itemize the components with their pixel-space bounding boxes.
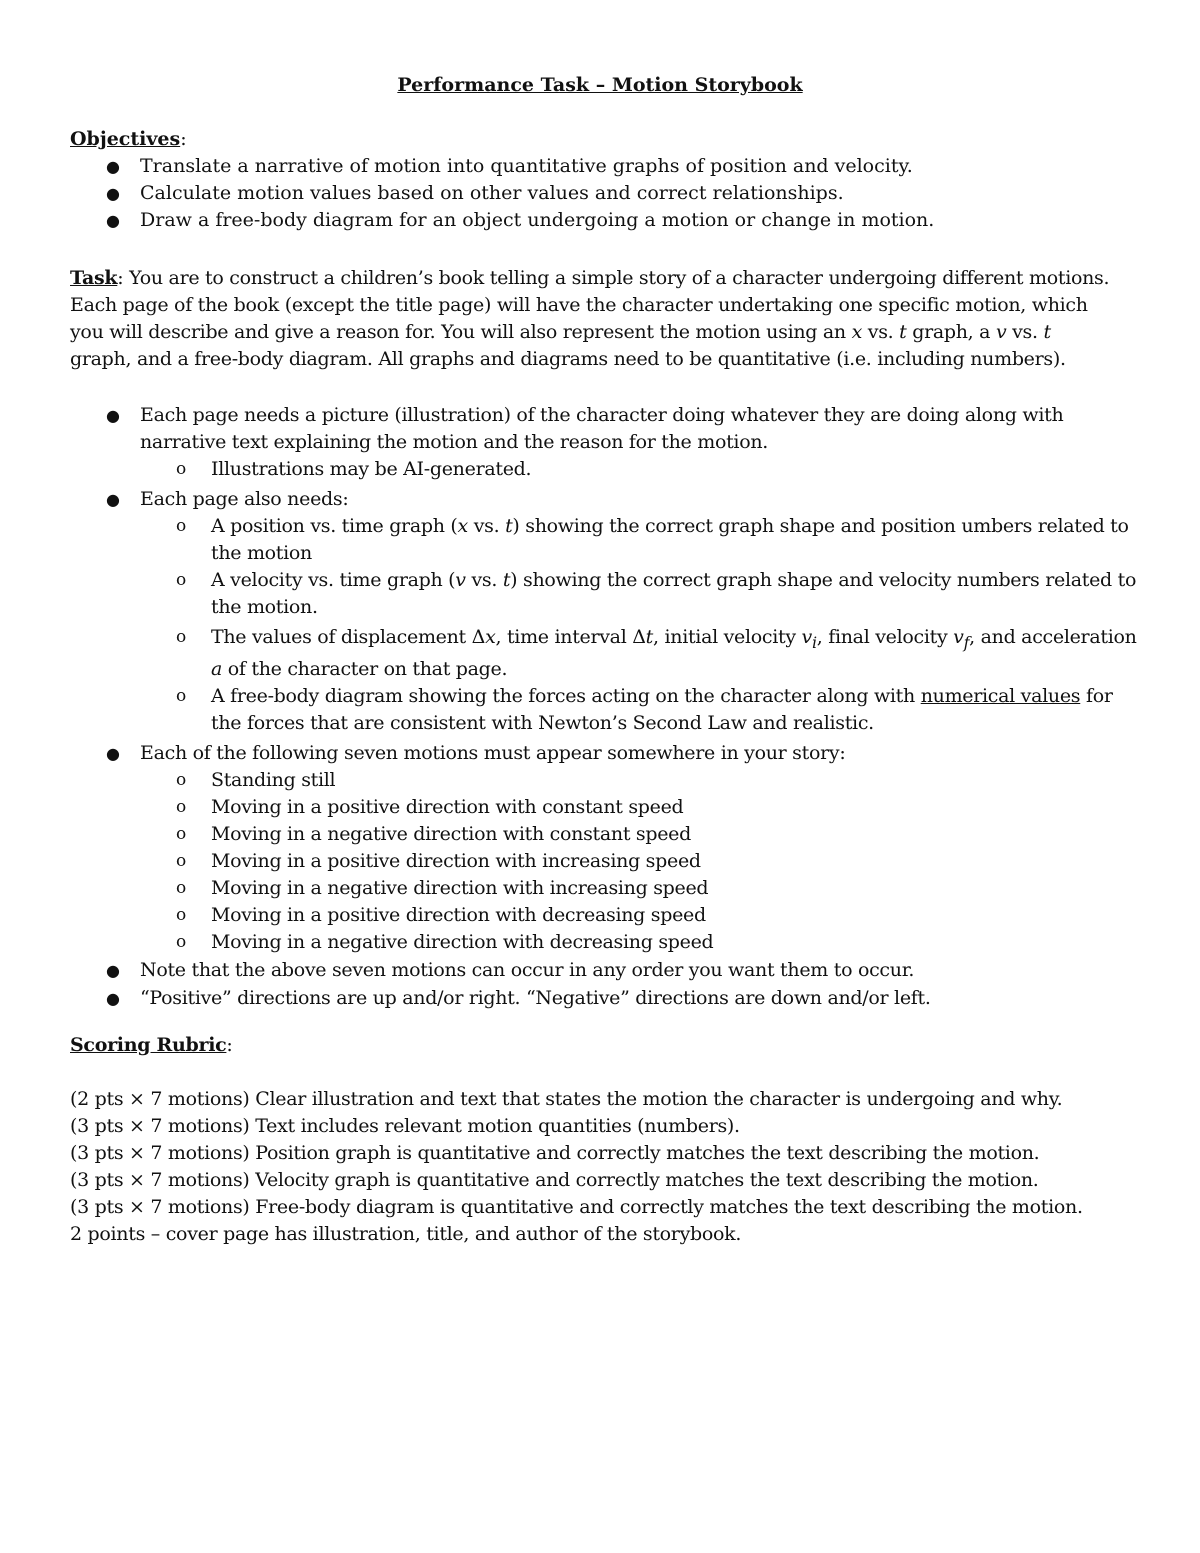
var-x: x [485, 626, 496, 648]
sub-list [140, 456, 1140, 483]
requirement-text: Each of the following seven motions must appear somewhere in your story: [140, 741, 846, 764]
rubric-item: 2 points – cover page has illustration, title, and author of the storybook. [70, 1223, 742, 1245]
rubric-heading: Scoring Rubric [70, 1034, 227, 1056]
requirement-text: “Positive” directions are up and/or right. “Negative” directions are down and/or left. [140, 986, 931, 1009]
sub-bullet-icon: o [176, 459, 186, 479]
requirement-text: , initial velocity [653, 626, 802, 648]
var-x: x [851, 321, 863, 343]
motion-text: Moving in a negative direction with increasing speed [211, 876, 709, 899]
var-t: t [505, 515, 513, 537]
list-item [70, 402, 1140, 483]
motion-item [70, 767, 1140, 794]
sub-bullet-icon: o [176, 904, 186, 925]
objectives-list [70, 153, 1140, 234]
task-text: you will describe and give a reason for. You will also represent the motion using an [70, 321, 852, 343]
motion-item [70, 794, 1140, 821]
requirement-text: Each page also needs: [140, 488, 349, 510]
var-x: x [457, 515, 468, 537]
var-v: v [455, 569, 466, 591]
task-text: vs. [1006, 321, 1044, 343]
motion-item [70, 821, 1140, 848]
requirement-text: The values of displacement Δ [211, 626, 486, 648]
sub-list-item [70, 513, 1140, 567]
rubric-item: (3 pts × 7 motions) Text includes relevant motion quantities (numbers). [70, 1115, 740, 1137]
subscript-f: f [963, 632, 970, 652]
objective-text: Translate a narrative of motion into quantitative graphs of position and velocity. [140, 155, 913, 177]
requirement-text: Illustrations may be AI-generated. [211, 458, 532, 480]
motion-item [70, 902, 1140, 929]
bullet-icon: ● [106, 184, 120, 203]
sub-list-item [70, 683, 1140, 737]
sub-bullet-icon: o [176, 823, 186, 844]
rubric-list [70, 1086, 1140, 1248]
task-line [70, 319, 1140, 346]
requirement-text: Each page needs a picture (illustration) of the character doing whatever they are doing along with narrative text explaining the motion and the reason for the motion. [140, 404, 1064, 453]
rubric-section [70, 1032, 1140, 1059]
motion-text: Standing still [211, 768, 336, 791]
requirement-text: Note that the above seven motions can occur in any order you want them to occur. [140, 958, 915, 981]
requirement-text: vs. [467, 515, 506, 537]
list-item [70, 153, 1140, 180]
requirement-text: , and acceleration [969, 626, 1137, 648]
requirement-text: ) showing the correct graph shape and velocity numbers related to the motion. [211, 569, 1137, 618]
sub-bullet-icon: o [176, 931, 186, 952]
underlined-text: numerical values [920, 684, 1081, 707]
rubric-item: (3 pts × 7 motions) Velocity graph is quantitative and correctly matches the text describing the motion. [70, 1169, 1039, 1191]
sub-list [140, 513, 1140, 737]
task-line: : You are to construct a children’s book telling a simple story of a character undergoing different motions. [117, 267, 1110, 289]
objectives-colon: : [180, 128, 187, 150]
sub-bullet-icon: o [176, 850, 186, 871]
motion-item [70, 875, 1140, 902]
var-t: t [899, 321, 907, 343]
task-text: graph, a [906, 321, 996, 343]
requirement-text: vs. [465, 569, 503, 591]
bullet-icon: ● [106, 490, 120, 509]
requirement-text: ) showing the correct graph shape and position umbers related to the motion [211, 515, 1129, 564]
list-item [70, 207, 1140, 234]
motions-list [140, 767, 1140, 956]
requirement-text: of the character on that page. [222, 657, 508, 680]
sub-bullet-icon: o [176, 769, 186, 790]
bullet-icon: ● [106, 960, 120, 980]
bullet-icon: ● [106, 988, 120, 1008]
list-item [70, 486, 1140, 737]
sub-bullet-icon: o [176, 627, 186, 647]
sub-bullet-icon: o [176, 877, 186, 898]
requirements-section [70, 402, 1140, 1012]
var-v: v [995, 321, 1007, 343]
task-line: Each page of the book (except the title page) will have the character undertaking one specific motion, which [70, 294, 1088, 316]
sub-bullet-icon: o [176, 570, 186, 590]
rubric-colon: : [226, 1034, 233, 1056]
list-item [70, 985, 1140, 1012]
subscript-i: i [811, 632, 817, 652]
motion-text: Moving in a negative direction with decreasing speed [211, 930, 714, 953]
requirement-text: , final velocity [816, 626, 954, 648]
requirement-text: , time interval Δ [495, 626, 646, 648]
page-title: Performance Task – Motion Storybook [397, 74, 803, 96]
task-line: graph, and a free-body diagram. All graphs and diagrams need to be quantitative (i.e. including numbers). [70, 348, 1066, 370]
motion-text: Moving in a positive direction with decreasing speed [211, 903, 706, 926]
motion-text: Moving in a negative direction with constant speed [211, 822, 691, 845]
objectives-section [70, 126, 1140, 234]
objective-text: Draw a free-body diagram for an object undergoing a motion or change in motion. [140, 209, 935, 231]
var-t: t [645, 626, 653, 648]
list-item [70, 180, 1140, 207]
task-text: vs. [862, 321, 900, 343]
rubric-item: (3 pts × 7 motions) Free-body diagram is quantitative and correctly matches the text describing the motion. [70, 1196, 1083, 1218]
requirement-text: for the forces that are consistent with Newton’s Second Law and realistic. [211, 684, 1113, 734]
motion-item [70, 848, 1140, 875]
rubric-item: (3 pts × 7 motions) Position graph is quantitative and correctly matches the text describing the motion. [70, 1142, 1040, 1164]
var-t: t [502, 569, 511, 591]
motion-text: Moving in a positive direction with constant speed [211, 795, 684, 818]
task-section [70, 265, 1140, 373]
objectives-heading: Objectives [70, 128, 181, 150]
objective-text: Calculate motion values based on other values and correct relationships. [140, 182, 844, 204]
sub-bullet-icon: o [176, 796, 186, 817]
motion-text: Moving in a positive direction with increasing speed [211, 849, 701, 872]
bullet-icon: ● [106, 157, 120, 176]
list-item [70, 740, 1140, 956]
var-a: a [211, 657, 223, 680]
requirements-list [70, 402, 1140, 1012]
bullet-icon: ● [106, 406, 120, 425]
list-item [70, 957, 1140, 984]
requirement-text: A position vs. time graph ( [211, 515, 458, 537]
bullet-icon: ● [106, 211, 120, 230]
sub-list-item [70, 624, 1140, 683]
var-v: v [801, 626, 812, 648]
sub-list-item [70, 567, 1140, 621]
bullet-icon: ● [106, 743, 120, 763]
requirement-text: A free-body diagram showing the forces acting on the character along with [211, 684, 921, 707]
task-heading: Task [70, 267, 118, 289]
sub-list-item [70, 456, 1140, 483]
sub-bullet-icon: o [176, 516, 186, 536]
motion-item [70, 929, 1140, 956]
var-v: v [953, 626, 964, 648]
rubric-item: (2 pts × 7 motions) Clear illustration and text that states the motion the character is undergoing and why. [70, 1088, 1063, 1110]
requirement-text: A velocity vs. time graph ( [211, 569, 456, 591]
var-t: t [1043, 321, 1051, 343]
sub-bullet-icon: o [176, 685, 186, 706]
